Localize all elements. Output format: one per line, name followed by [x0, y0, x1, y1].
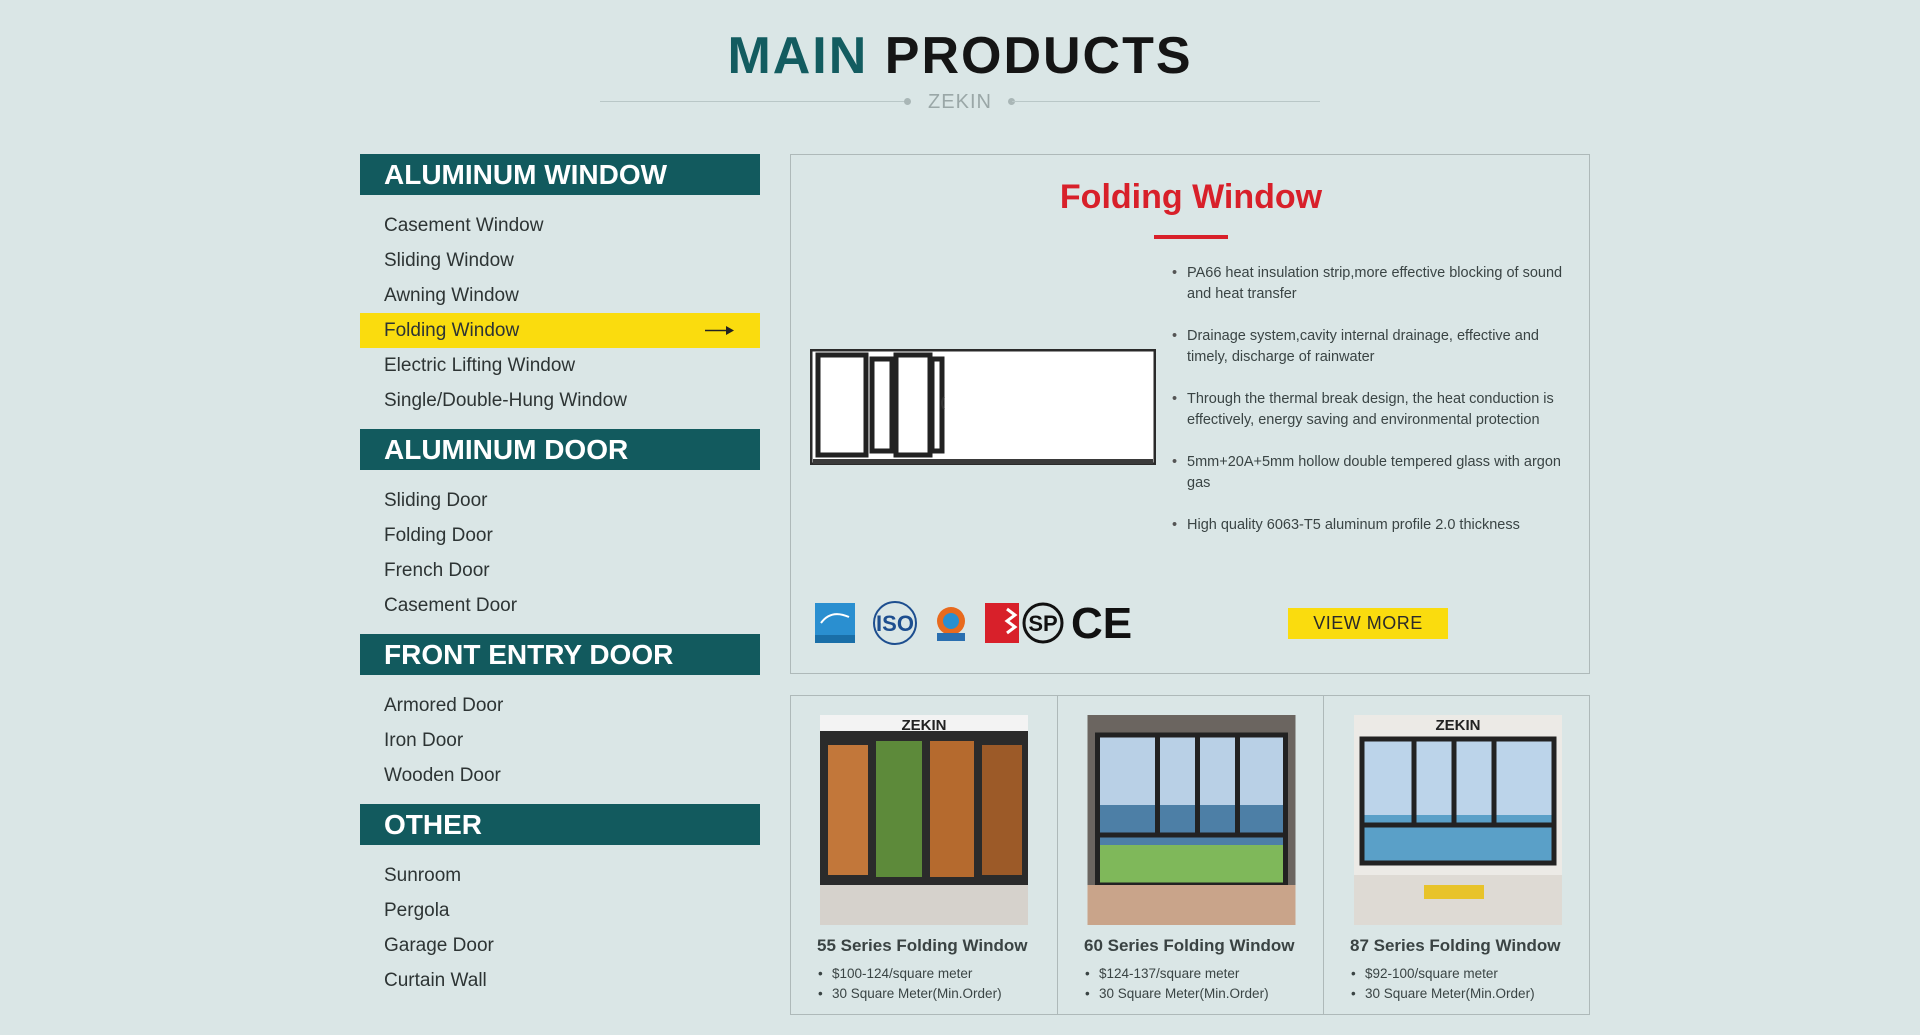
title-products: PRODUCTS [884, 27, 1193, 85]
sidebar-item-electric-lifting-window[interactable]: Electric Lifting Window [384, 355, 576, 376]
product-name[interactable]: 55 Series Folding Window [817, 936, 1028, 955]
sidebar-item-iron-door[interactable]: Iron Door [384, 730, 464, 751]
sidebar-item-sliding-door[interactable]: Sliding Door [384, 490, 488, 511]
product-price: • $124-137/square meter [1084, 964, 1269, 984]
product-specs [1350, 964, 1535, 1004]
divider-line-right [1012, 101, 1320, 102]
product-card[interactable] [791, 696, 1057, 1014]
sidebar-item-label: Folding Window [384, 320, 520, 341]
folding-window-image[interactable] [810, 349, 1156, 465]
category-heading-front-entry-door[interactable]: FRONT ENTRY DOOR [360, 634, 760, 675]
featured-product-title: Folding Window [1059, 178, 1323, 216]
product-moq: • 30 Square Meter(Min.Order) [817, 984, 1002, 1004]
sidebar-item-curtain-wall[interactable]: Curtain Wall [384, 970, 487, 991]
product-moq: • 30 Square Meter(Min.Order) [1350, 984, 1535, 1004]
ce-icon [1071, 601, 1132, 645]
svg-text:CE: CE [1071, 601, 1133, 645]
product-name[interactable]: 60 Series Folding Window [1084, 936, 1295, 955]
page-title [0, 26, 1920, 86]
featured-product-panel [790, 154, 1590, 674]
category-sidebar [360, 154, 760, 1009]
product-moq: • 30 Square Meter(Min.Order) [1084, 984, 1269, 1004]
product-cards [790, 695, 1590, 1015]
sidebar-item-french-door[interactable]: French Door [384, 560, 490, 581]
feature-bullet: • 5mm+20A+5mm hollow double tempered glass with argon gas [1163, 452, 1573, 494]
svg-text:ZEKIN: ZEKIN [901, 717, 947, 734]
sidebar-item-sunroom[interactable]: Sunroom [384, 865, 462, 886]
svg-text:ISO: ISO [876, 611, 914, 636]
view-more-button[interactable]: VIEW MORE [1288, 608, 1448, 639]
brand-subtitle: ZEKIN [928, 91, 992, 113]
divider-line-left [600, 101, 908, 102]
category-heading-aluminum-window[interactable]: ALUMINUM WINDOW [360, 154, 760, 195]
category-heading-aluminum-door[interactable]: ALUMINUM DOOR [360, 429, 760, 470]
sidebar-item-folding-door[interactable]: Folding Door [384, 525, 493, 546]
sidebar-item-sliding-window[interactable]: Sliding Window [384, 250, 514, 271]
product-name[interactable]: 87 Series Folding Window [1350, 936, 1561, 955]
sidebar-item-casement-window[interactable]: Casement Window [384, 215, 544, 236]
category-list-front-entry-door [360, 675, 760, 804]
csa-icon [1024, 604, 1062, 642]
sgs-icon [937, 607, 965, 641]
sidebar-item-awning-window[interactable]: Awning Window [384, 285, 519, 306]
feature-bullet: • Through the thermal break design, the heat conduction is effectively, energy saving and environmental protection [1163, 389, 1573, 431]
product-card[interactable] [1057, 696, 1324, 1014]
category-list-other [360, 845, 760, 1009]
title-underline [1154, 235, 1228, 239]
subtitle-divider [600, 92, 1320, 112]
feature-bullet: • Drainage system,cavity internal drainage, effective and timely, discharge of rainwater [1163, 326, 1573, 368]
product-price: • $100-124/square meter [817, 964, 1002, 984]
title-main: MAIN [727, 27, 869, 85]
sidebar-item-wooden-door[interactable]: Wooden Door [384, 765, 501, 786]
sidebar-item-garage-door[interactable]: Garage Door [384, 935, 494, 956]
sidebar-item-casement-door[interactable]: Casement Door [384, 595, 518, 616]
product-price: • $92-100/square meter [1350, 964, 1535, 984]
product-specs [1084, 964, 1269, 1004]
sidebar-item-single-double-hung-window[interactable]: Single/Double-Hung Window [384, 390, 627, 411]
product-image[interactable] [820, 715, 1028, 925]
energy-star-icon [815, 603, 855, 643]
product-specs [817, 964, 1002, 1004]
certification-logos [815, 601, 1165, 645]
feature-bullet: • PA66 heat insulation strip,more effective blocking of sound and heat transfer [1163, 263, 1573, 305]
svg-text:ZEKIN: ZEKIN [1435, 717, 1481, 734]
category-heading-other[interactable]: OTHER [360, 804, 760, 845]
sidebar-item-pergola[interactable]: Pergola [384, 900, 450, 921]
section-header [0, 26, 1920, 86]
sidebar-item-armored-door[interactable]: Armored Door [384, 695, 504, 716]
sidebar-item-folding-window[interactable] [360, 313, 760, 348]
svg-text:SP: SP [1028, 611, 1058, 636]
iso-icon [874, 602, 916, 644]
category-list-aluminum-door [360, 470, 760, 634]
product-image[interactable] [1075, 715, 1308, 925]
certified-icon [985, 603, 1019, 643]
product-image[interactable] [1353, 715, 1563, 925]
feature-bullet: • High quality 6063-T5 aluminum profile 2.0 thickness [1163, 515, 1573, 536]
product-card[interactable] [1323, 696, 1590, 1014]
divider-dot-left [904, 98, 911, 105]
feature-list [1163, 263, 1573, 557]
category-list-aluminum-window [360, 195, 760, 429]
